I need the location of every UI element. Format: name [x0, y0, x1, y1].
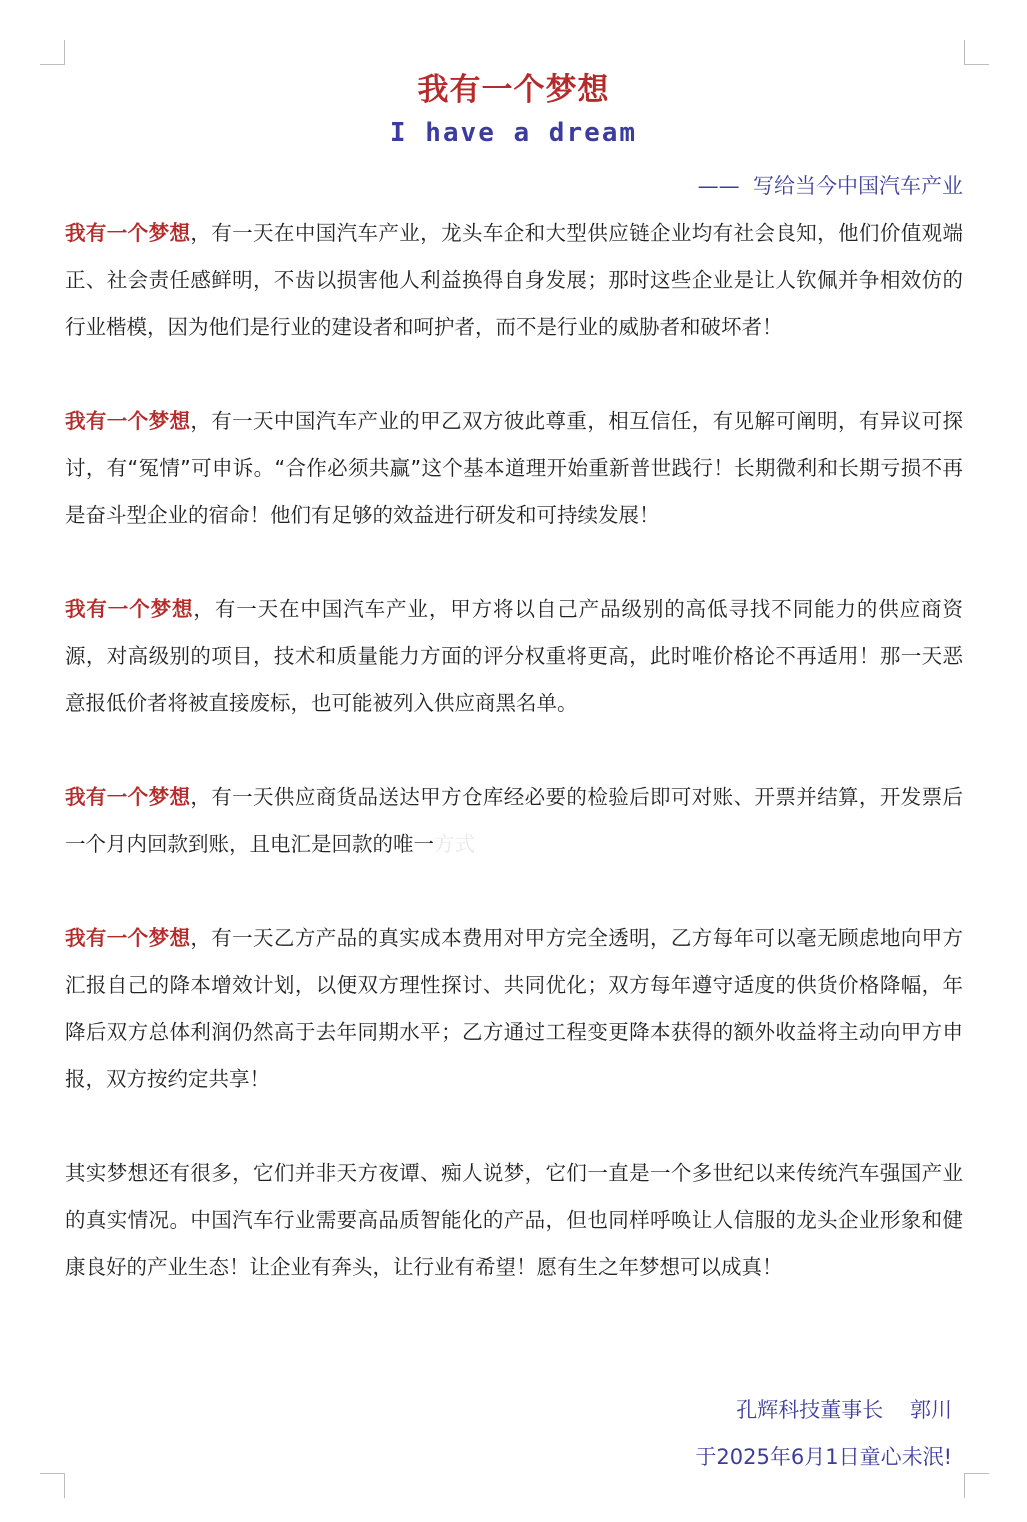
paragraph-lead: 我有一个梦想 — [65, 409, 191, 433]
paragraph-closing — [65, 1150, 963, 1291]
document-subtitle: I have a dream — [389, 118, 638, 148]
document-title: 我有一个梦想 — [417, 72, 610, 108]
page-corner-mark-top-left — [40, 40, 65, 65]
paragraph-faded-text: 方式 — [434, 832, 475, 856]
signature-name: 孔辉科技董事长 郭川 — [736, 1398, 952, 1422]
paragraph-text: ，有一天在中国汽车产业，龙头车企和大型供应链企业均有社会良知，他们价值观端正、社会责任感鲜明，不齿以损害他人利益换得自身发展；那时这些企业是让人钦佩并争相效仿的行业楷模，因为他们是行业的建设者和呵护者，而不是行业的威胁者和破坏者！ — [65, 221, 963, 339]
dedication-line: —— 写给当今中国汽车产业 — [697, 174, 963, 198]
paragraph-text: 其实梦想还有很多，它们并非天方夜谭、痴人说梦，它们一直是一个多世纪以来传统汽车强国产业的真实情况。中国汽车行业需要高品质智能化的产品，但也同样呼唤让人信服的龙头企业形象和健康良好的产业生态！让企业有奔头，让行业有希望！愿有生之年梦想可以成真！ — [65, 1161, 963, 1279]
paragraph-2 — [65, 398, 963, 539]
paragraph-3 — [65, 586, 963, 727]
paragraph-lead: 我有一个梦想 — [65, 926, 191, 950]
paragraph-lead: 我有一个梦想 — [65, 221, 191, 245]
signature-date: 于2025年6月1日童心未泯! — [695, 1445, 952, 1469]
paragraph-text: ，有一天中国汽车产业的甲乙双方彼此尊重，相互信任，有见解可阐明，有异议可探讨，有“冤情”可申诉。“合作必须共赢”这个基本道理开始重新普世践行！长期微利和长期亏损不再是奋斗型企业的宿命！他们有足够的效益进行研发和可持续发展！ — [65, 409, 963, 527]
page-corner-mark-bottom-right — [964, 1473, 989, 1498]
document-body — [65, 210, 963, 1291]
paragraph-lead: 我有一个梦想 — [65, 597, 194, 621]
paragraph-text: ，有一天乙方产品的真实成本费用对甲方完全透明，乙方每年可以毫无顾虑地向甲方汇报自己的降本增效计划，以便双方理性探讨、共同优化；双方每年遵守适度的供货价格降幅，年降后双方总体利润仍然高于去年同期水平；乙方通过工程变更降本获得的额外收益将主动向甲方申报，双方按约定共享！ — [65, 926, 963, 1091]
page-corner-mark-top-right — [964, 40, 989, 65]
paragraph-text: ，有一天供应商货品送达甲方仓库经必要的检验后即可对账、开票并结算，开发票后一个月内回款到账，且电汇是回款的唯一 — [65, 785, 963, 856]
paragraph-5 — [65, 915, 963, 1103]
paragraph-4 — [65, 774, 963, 868]
paragraph-1 — [65, 210, 963, 351]
paragraph-lead: 我有一个梦想 — [65, 785, 191, 809]
page-corner-mark-bottom-left — [40, 1473, 65, 1498]
paragraph-text: ，有一天在中国汽车产业，甲方将以自己产品级别的高低寻找不同能力的供应商资源，对高级别的项目，技术和质量能力方面的评分权重将更高，此时唯价格论不再适用！那一天恶意报低价者将被直接废标，也可能被列入供应商黑名单。 — [65, 597, 964, 715]
